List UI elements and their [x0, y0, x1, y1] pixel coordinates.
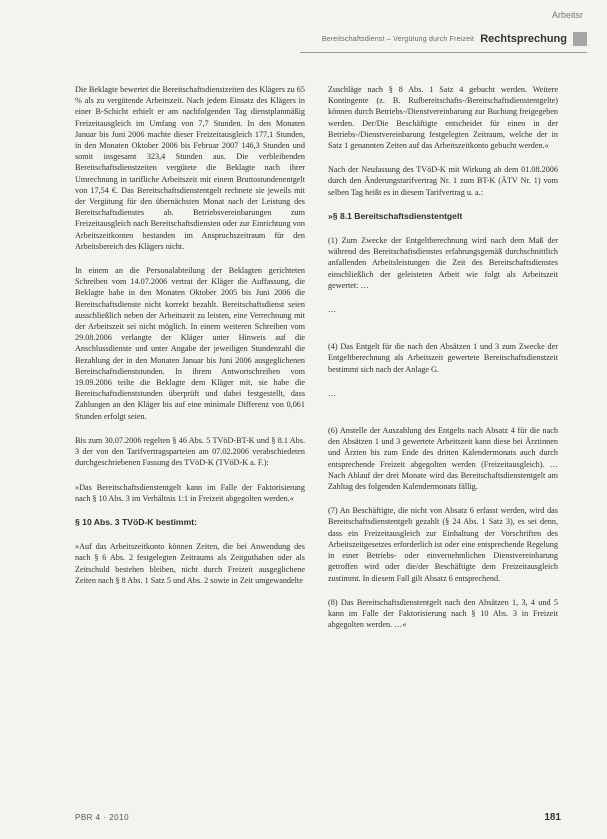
journal-issue: PBR 4 · 2010 — [75, 813, 130, 822]
ellipsis: … — [328, 388, 339, 398]
section-title: Rechtsprechung — [480, 33, 567, 45]
paragraph: Die Beklagte bewertet die Bereitschaftsdienstzeiten des Klägers zu 65 % als zu vergütende Arbeitszeit. Nach jedem Einsatz des Klägers in einer B-Schicht erhielt er am nachfolgenden Tag dienstplanmäßig Freizeitausgleich im Umfang von 7,7 Stunden. In den Monaten Januar bis Juni 2006 machte dieser Freizeitausgleich 177,1 Stunden, in den Monaten Oktober 2006 bis Februar 2007 146,3 Stunden und somit insgesamt 323,4 Stunden aus. Die verbleibenden Bereitschaftsdienstzeiten vergütete die Beklagte nach ihrer Umrechnung in tarifliche Arbeitszeit mit einem Bruttostundenentgelt von 17,54 €. Das Bereitschaftsdienstentgelt rechnete sie jeweils mit der Vergütung für den übernächsten Monat nach der Leistung des Bereitschaftsdienstes ab. Betriebsvereinbarungen zum Freizeitausgleich nach Bereitschaftsdiensten oder zur Einrichtung von Arbeitszeitkonten bestanden im Anspruchszeitraum für den Arbeitsbereich des Klägers nicht. — [75, 85, 305, 251]
page-footer — [75, 812, 561, 823]
paragraph: (6) Anstelle der Auszahlung des Entgelts nach Absatz 4 für die nach den Absätzen 1 und 3 gewertete Arbeitszeit kann diese bei Ärztinnen und Ärzten bis zum Ende des dritten Kalendermonats auch durch entsprechende Freizeit abgegolten werden (Freizeitausgleich). … Nach Ablauf der drei Monate wird das Bereitschaftsdienstentgelt am Zahltag des folgenden Kalendermonats fällig. — [328, 426, 558, 492]
paragraph: (7) An Beschäftigte, die nicht von Absatz 6 erfasst werden, wird das Bereitschaftsdienstentgelt gezahlt (§ 24 Abs. 1 Satz 3), es sei denn, dass ein Freizeitausgleich zur Einhaltung der Vorschriften des Arbeitszeitgesetzes erforderlich ist oder eine entsprechende Regelung in einer Betriebs- oder einvernehmlichen Dienstvereinbarung getroffen wird oder die/der Beschäftigte dem Freizeitausgleich zustimmt. In diesem Fall gilt Absatz 6 entsprechend. — [328, 506, 558, 583]
running-title: Arbeitsr — [551, 10, 583, 20]
subheading: »§ 8.1 Bereitschaftsdienstentgelt — [328, 210, 463, 221]
left-column — [75, 84, 305, 599]
subheading: § 10 Abs. 3 TVöD-K bestimmt: — [75, 516, 197, 527]
quote-paragraph: »Das Bereitschaftsdienstentgelt kann im Falle der Faktorisierung nach § 10 Abs. 3 im Verhältnis 1:1 in Freizeit abgegolten werden.« — [75, 482, 305, 503]
section-marker-square — [573, 32, 587, 46]
paragraph: Zuschläge nach § 8 Abs. 1 Satz 4 gebucht werden. Weitere Kontingente (z. B. Rufbereitschafts-/Bereitschaftsdienstentgelte) können durch Betriebs-/Dienstvereinbarung zur Buchung freigegeben werden. Der/Die Beschäftigte entscheidet für einen in der Betriebs-/Dienstvereinbarung festgelegten Zeitraum, welche der in Satz 1 genannten Zeiten auf das Arbeitszeitkonto gebucht werden.« — [328, 85, 558, 151]
paragraph: In einem an die Personalabteilung der Beklagten gerichteten Schreiben vom 14.07.2006 vertrat der Kläger die Auffassung, die Beklagte habe in den Monaten Oktober 2005 bis Juni 2006 die Bereitschaftsdienste nicht korrekt bezahlt. Bereitschaftsdienst seien ausschließlich neben der Arbeitszeit zu leisten, eine Verrechnung mit der Arbeitszeit sei nicht möglich. In einem weiteren Schreiben vom 29.08.2006 verlangte der Kläger unter Hinweis auf die Anschlussdienste und unter Angabe der jeweiligen Stundenzahl die Bezahlung der in den Monaten Januar bis Juni 2006 ausgeglichenen Bereitschaftsdienststunden. In ihrem Antwortschreiben vom 19.09.2006 teilte die Beklagte dem Kläger mit, sie habe die Bereitschaftsdienststunden überprüft und dabei festgestellt, dass Zahlungen an den Kläger bis auf eine minimale Differenz von 0,061 Stunden erfolgt seien. — [75, 266, 305, 421]
paragraph: (1) Zum Zwecke der Entgeltberechnung wird nach dem Maß der während des Bereitschaftsdienstes erfahrungsgemäß durchschnittlich anfallenden Arbeitsleistungen die Zeit des Bereitschaftsdienstes einschließlich der geleisteten Arbeit wie folgt als Arbeitszeit gewertet: … — [328, 236, 558, 290]
right-column — [328, 84, 558, 643]
header-rule — [300, 52, 587, 53]
header-bar — [300, 30, 587, 48]
paragraph: (4) Das Entgelt für die nach den Absätzen 1 und 3 zum Zwecke der Entgeltberechnung als Arbeitszeit gewertete Bereitschaftsdienstzeit bestimmt sich nach der Anlage G. — [328, 342, 558, 374]
page-number: 181 — [544, 812, 561, 823]
paragraph: Bis zum 30.07.2006 regelten § 46 Abs. 5 TVöD-BT-K und § 8.1 Abs. 3 der von den Tarifvertragsparteien am 07.02.2006 verabschiedeten durchgeschriebenen Fassung des TVöD-K (TVöD-K a. F.): — [75, 435, 305, 468]
paragraph: Nach der Neufassung des TVöD-K mit Wirkung ab dem 01.08.2006 durch den Änderungstarifvertrag Nr. 1 zum BT-K (ÄTV Nr. 1) vom selben Tag heißt es in diesem Tarifvertrag u. a.: — [328, 165, 558, 197]
paragraph: (8) Das Bereitschaftsdienstentgelt nach den Absätzen 1, 3, 4 und 5 kann im Falle der Faktorisierung nach § 10 Abs. 3 in Freizeit abgegolten werden. …« — [328, 597, 558, 630]
quote-paragraph: »Auf das Arbeitszeitkonto können Zeiten, die bei Anwendung des nach § 6 Abs. 2 festgelegten Zeitraums als Zeitguthaben oder als Zeitschuld bestehen bleiben, nicht durch Freizeit ausgeglichene Zeiten nach § 8 Abs. 1 Satz 5 und Abs. 2 sowie in Zeit umgewandelte — [75, 542, 305, 585]
header-kicker: Bereitschaftsdienst – Vergütung durch Freizeit — [321, 35, 475, 43]
ellipsis: … — [328, 305, 339, 315]
